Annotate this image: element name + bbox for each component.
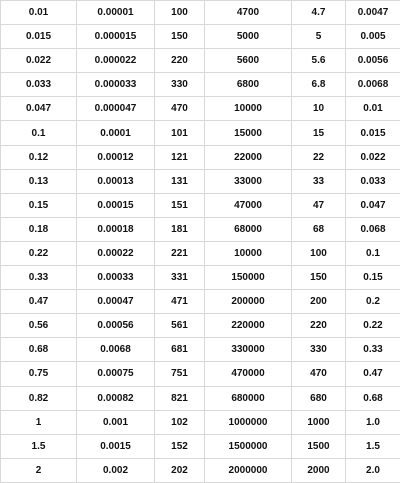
table-cell[interactable]: 5.6 bbox=[292, 49, 346, 73]
table-cell[interactable]: 0.005 bbox=[346, 25, 400, 49]
table-cell[interactable]: 1500 bbox=[292, 434, 346, 458]
table-row bbox=[1, 338, 400, 362]
table-row bbox=[1, 49, 400, 73]
table-cell[interactable]: 15 bbox=[292, 121, 346, 145]
table-cell[interactable]: 0.001 bbox=[77, 410, 155, 434]
table-cell[interactable]: 0.12 bbox=[1, 145, 77, 169]
table-cell[interactable]: 0.0001 bbox=[77, 121, 155, 145]
table-cell[interactable]: 0.022 bbox=[346, 145, 400, 169]
table-cell[interactable]: 10000 bbox=[205, 241, 292, 265]
table-cell[interactable]: 0.022 bbox=[1, 49, 77, 73]
table-cell[interactable]: 15000 bbox=[205, 121, 292, 145]
table-cell[interactable]: 0.22 bbox=[1, 241, 77, 265]
table-cell[interactable]: 470000 bbox=[205, 362, 292, 386]
table-cell[interactable]: 1.5 bbox=[346, 434, 400, 458]
table-cell[interactable]: 151 bbox=[155, 193, 205, 217]
table-cell[interactable]: 1 bbox=[1, 410, 77, 434]
table-cell[interactable]: 102 bbox=[155, 410, 205, 434]
table-cell[interactable]: 68 bbox=[292, 217, 346, 241]
table-cell[interactable]: 0.068 bbox=[346, 217, 400, 241]
table-cell[interactable]: 0.00015 bbox=[77, 193, 155, 217]
table-cell[interactable]: 0.00022 bbox=[77, 241, 155, 265]
table-cell[interactable]: 0.033 bbox=[1, 73, 77, 97]
table-cell[interactable]: 470 bbox=[292, 362, 346, 386]
table-cell[interactable]: 4700 bbox=[205, 1, 292, 25]
table-cell[interactable]: 0.002 bbox=[77, 458, 155, 482]
table-cell[interactable]: 0.047 bbox=[1, 97, 77, 121]
table-cell[interactable]: 181 bbox=[155, 217, 205, 241]
table-row bbox=[1, 217, 400, 241]
table-row bbox=[1, 1, 400, 25]
table-cell[interactable]: 680 bbox=[292, 386, 346, 410]
table-cell[interactable]: 10 bbox=[292, 97, 346, 121]
table-cell[interactable]: 0.00001 bbox=[77, 1, 155, 25]
table-cell[interactable]: 0.13 bbox=[1, 169, 77, 193]
table-row bbox=[1, 386, 400, 410]
table-cell[interactable]: 68000 bbox=[205, 217, 292, 241]
table-cell[interactable]: 0.56 bbox=[1, 314, 77, 338]
table-cell[interactable]: 0.015 bbox=[346, 121, 400, 145]
table-cell[interactable]: 2.0 bbox=[346, 458, 400, 482]
table-cell[interactable]: 0.0047 bbox=[346, 1, 400, 25]
table-cell[interactable]: 0.000033 bbox=[77, 73, 155, 97]
table-row bbox=[1, 266, 400, 290]
table-cell[interactable]: 0.00082 bbox=[77, 386, 155, 410]
table-row bbox=[1, 241, 400, 265]
table-cell[interactable]: 4.7 bbox=[292, 1, 346, 25]
table-cell[interactable]: 5000 bbox=[205, 25, 292, 49]
table-cell[interactable]: 220 bbox=[155, 49, 205, 73]
table-cell[interactable]: 47 bbox=[292, 193, 346, 217]
table-cell[interactable]: 200 bbox=[292, 290, 346, 314]
table-cell[interactable]: 0.000047 bbox=[77, 97, 155, 121]
table-cell[interactable]: 22 bbox=[292, 145, 346, 169]
table-row bbox=[1, 290, 400, 314]
table-cell[interactable]: 0.00013 bbox=[77, 169, 155, 193]
table-cell[interactable]: 0.015 bbox=[1, 25, 77, 49]
table-cell[interactable]: 0.47 bbox=[346, 362, 400, 386]
table-cell[interactable]: 221 bbox=[155, 241, 205, 265]
table-cell[interactable]: 0.033 bbox=[346, 169, 400, 193]
table-cell[interactable]: 0.0056 bbox=[346, 49, 400, 73]
table-cell[interactable]: 0.0015 bbox=[77, 434, 155, 458]
table-cell[interactable]: 220000 bbox=[205, 314, 292, 338]
table-cell[interactable]: 331 bbox=[155, 266, 205, 290]
table-cell[interactable]: 0.2 bbox=[346, 290, 400, 314]
table-cell[interactable]: 200000 bbox=[205, 290, 292, 314]
table-row bbox=[1, 169, 400, 193]
table-cell[interactable]: 0.1 bbox=[346, 241, 400, 265]
table-row bbox=[1, 193, 400, 217]
table-cell[interactable]: 330 bbox=[155, 73, 205, 97]
table-cell[interactable]: 22000 bbox=[205, 145, 292, 169]
table-cell[interactable]: 100 bbox=[155, 1, 205, 25]
table-cell[interactable]: 150 bbox=[155, 25, 205, 49]
table-cell[interactable]: 202 bbox=[155, 458, 205, 482]
table-cell[interactable]: 1500000 bbox=[205, 434, 292, 458]
table-row bbox=[1, 314, 400, 338]
table-row bbox=[1, 434, 400, 458]
table-cell[interactable]: 0.00075 bbox=[77, 362, 155, 386]
table-cell[interactable]: 1.0 bbox=[346, 410, 400, 434]
table-cell[interactable]: 5600 bbox=[205, 49, 292, 73]
table-cell[interactable]: 0.68 bbox=[346, 386, 400, 410]
table-cell[interactable]: 0.18 bbox=[1, 217, 77, 241]
table-cell[interactable]: 0.00056 bbox=[77, 314, 155, 338]
table-cell[interactable]: 471 bbox=[155, 290, 205, 314]
table-cell[interactable]: 0.33 bbox=[1, 266, 77, 290]
table-cell[interactable]: 1000000 bbox=[205, 410, 292, 434]
table-body bbox=[1, 1, 400, 483]
table-cell[interactable]: 0.00018 bbox=[77, 217, 155, 241]
table-cell[interactable]: 0.00012 bbox=[77, 145, 155, 169]
table-cell[interactable]: 150 bbox=[292, 266, 346, 290]
table-cell[interactable]: 0.68 bbox=[1, 338, 77, 362]
table-cell[interactable]: 220 bbox=[292, 314, 346, 338]
table-cell[interactable]: 101 bbox=[155, 121, 205, 145]
table-cell[interactable]: 2000000 bbox=[205, 458, 292, 482]
table-row bbox=[1, 362, 400, 386]
table-cell[interactable]: 0.01 bbox=[1, 1, 77, 25]
table-cell[interactable]: 2 bbox=[1, 458, 77, 482]
table-cell[interactable]: 0.82 bbox=[1, 386, 77, 410]
table-cell[interactable]: 0.75 bbox=[1, 362, 77, 386]
table-cell[interactable]: 121 bbox=[155, 145, 205, 169]
table-cell[interactable]: 131 bbox=[155, 169, 205, 193]
table-cell[interactable]: 0.00033 bbox=[77, 266, 155, 290]
table-cell[interactable]: 10000 bbox=[205, 97, 292, 121]
table-cell[interactable]: 33000 bbox=[205, 169, 292, 193]
table-cell[interactable]: 6800 bbox=[205, 73, 292, 97]
table-cell[interactable]: 0.47 bbox=[1, 290, 77, 314]
table-cell[interactable]: 6.8 bbox=[292, 73, 346, 97]
table-cell[interactable]: 152 bbox=[155, 434, 205, 458]
table-cell[interactable]: 0.0068 bbox=[77, 338, 155, 362]
table-cell[interactable]: 5 bbox=[292, 25, 346, 49]
table-cell[interactable]: 2000 bbox=[292, 458, 346, 482]
table-cell[interactable]: 680000 bbox=[205, 386, 292, 410]
table-cell[interactable]: 330000 bbox=[205, 338, 292, 362]
table-cell[interactable]: 33 bbox=[292, 169, 346, 193]
table-cell[interactable]: 0.047 bbox=[346, 193, 400, 217]
table-cell[interactable]: 0.000015 bbox=[77, 25, 155, 49]
table-cell[interactable]: 1.5 bbox=[1, 434, 77, 458]
table-row bbox=[1, 121, 400, 145]
table-cell[interactable]: 0.15 bbox=[1, 193, 77, 217]
table-cell[interactable]: 0.15 bbox=[346, 266, 400, 290]
table-cell[interactable]: 0.0068 bbox=[346, 73, 400, 97]
table-cell[interactable]: 0.000022 bbox=[77, 49, 155, 73]
table-cell[interactable]: 0.33 bbox=[346, 338, 400, 362]
table-cell[interactable]: 47000 bbox=[205, 193, 292, 217]
table-row bbox=[1, 25, 400, 49]
table-cell[interactable]: 0.01 bbox=[346, 97, 400, 121]
table-cell[interactable]: 100 bbox=[292, 241, 346, 265]
table-cell[interactable]: 751 bbox=[155, 362, 205, 386]
table-row bbox=[1, 410, 400, 434]
table-row bbox=[1, 73, 400, 97]
table-cell[interactable]: 0.00047 bbox=[77, 290, 155, 314]
table-cell[interactable]: 821 bbox=[155, 386, 205, 410]
table-cell[interactable]: 150000 bbox=[205, 266, 292, 290]
table-row bbox=[1, 97, 400, 121]
table-cell[interactable]: 561 bbox=[155, 314, 205, 338]
table-cell[interactable]: 0.1 bbox=[1, 121, 77, 145]
table-cell[interactable]: 470 bbox=[155, 97, 205, 121]
table-cell[interactable]: 1000 bbox=[292, 410, 346, 434]
table-cell[interactable]: 0.22 bbox=[346, 314, 400, 338]
table-cell[interactable]: 681 bbox=[155, 338, 205, 362]
table-row bbox=[1, 145, 400, 169]
table-cell[interactable]: 330 bbox=[292, 338, 346, 362]
